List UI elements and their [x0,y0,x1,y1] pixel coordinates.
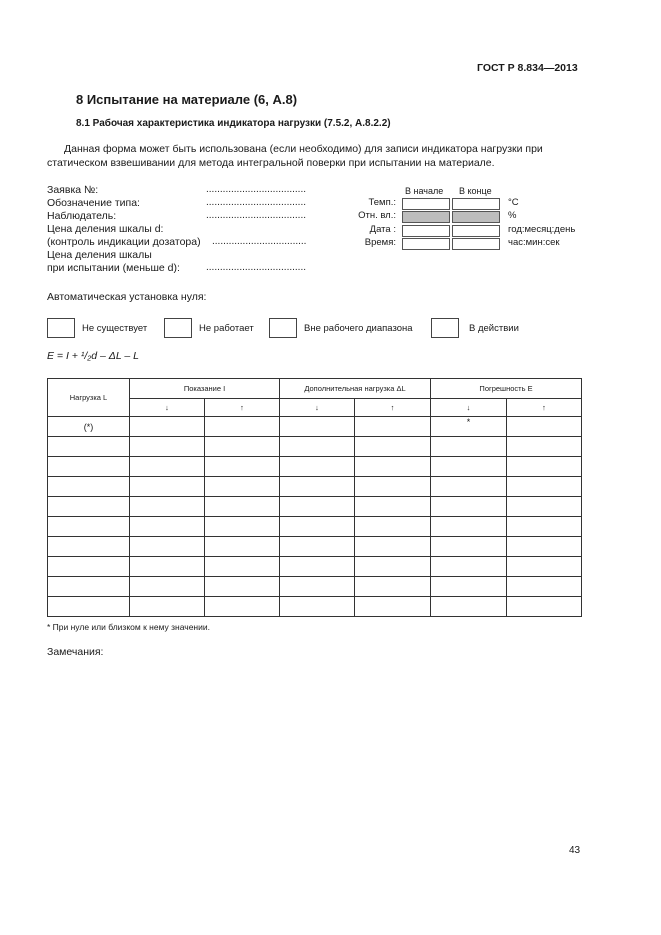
table-cell[interactable] [280,497,355,517]
table-cell[interactable] [280,517,355,537]
table-cell[interactable] [280,597,355,617]
table-cell[interactable] [507,417,582,437]
env-label: Темп.: [368,197,396,208]
load-indicator-table [47,378,582,617]
env-cell-start[interactable] [402,225,450,237]
env-unit: час:мин:сек [508,237,560,248]
table-row [48,557,582,577]
env-cell-end[interactable] [452,198,500,210]
env-unit: °C [508,197,519,208]
field-test-division: Цена деления шкалы [47,249,152,261]
checkbox-out-of-range[interactable] [269,318,297,338]
table-cell[interactable] [507,477,582,497]
table-cell[interactable] [431,517,507,537]
table-cell[interactable] [130,557,205,577]
arrow-down-additional: ↓ [280,399,355,417]
table-cell[interactable] [48,477,130,497]
table-cell[interactable] [205,577,280,597]
subsection-title: 8.1 Рабочая характеристика индикатора нагрузки (7.5.2, А.8.2.2) [76,118,391,129]
table-cell[interactable] [355,577,431,597]
table-cell[interactable] [355,597,431,617]
table-cell[interactable] [280,577,355,597]
table-cell[interactable] [48,517,130,537]
table-cell[interactable] [507,557,582,577]
table-cell[interactable] [130,597,205,617]
table-row [48,577,582,597]
table-cell[interactable]: * [431,417,507,437]
arrow-up-error: ↑ [507,399,582,417]
table-cell[interactable] [280,557,355,577]
field-application: Заявка №: [47,184,99,196]
field-observer: Наблюдатель: [47,210,117,222]
table-cell[interactable] [130,477,205,497]
table-cell[interactable] [205,537,280,557]
table-row [48,497,582,517]
footnote: * При нуле или близком к нему значении. [47,622,210,632]
table-cell[interactable] [355,417,431,437]
table-cell[interactable] [280,437,355,457]
table-cell[interactable] [431,477,507,497]
standard-number: ГОСТ Р 8.834—2013 [477,62,578,74]
env-col-start: В начале [405,186,444,196]
table-row [48,457,582,477]
option-not-working: Не работает [199,323,254,334]
table-cell[interactable] [507,437,582,457]
header-error: Погрешность E [431,379,582,399]
table-cell[interactable] [431,577,507,597]
env-cell-end[interactable] [452,225,500,237]
env-cell-start[interactable] [402,198,450,210]
table-cell[interactable] [130,537,205,557]
header-indication: Показание I [130,379,280,399]
table-cell[interactable] [355,497,431,517]
table-cell[interactable] [431,557,507,577]
env-cell-start[interactable] [402,238,450,250]
table-cell[interactable] [507,457,582,477]
notes-label: Замечания: [47,646,104,658]
arrow-down-indication: ↓ [130,399,205,417]
env-cell-end[interactable] [452,238,500,250]
table-cell[interactable] [355,537,431,557]
option-in-operation: В действии [469,323,519,334]
field-type-blank: .................................... [206,197,307,208]
table-cell[interactable] [130,497,205,517]
table-row [48,597,582,617]
page-number: 43 [569,845,581,856]
env-cell-start[interactable] [402,211,450,223]
table-cell[interactable] [280,417,355,437]
table-row [48,537,582,557]
table-cell[interactable] [48,457,130,477]
table-cell[interactable] [48,577,130,597]
table-cell[interactable] [205,517,280,537]
table-cell[interactable] [205,477,280,497]
table-row [48,437,582,457]
table-cell[interactable] [205,437,280,457]
field-scale-division-note: (контроль индикации дозатора) [47,236,201,248]
option-out-of-range: Вне рабочего диапазона [304,323,413,334]
option-not-exists: Не существует [82,323,148,334]
field-observer-blank: .................................... [206,210,307,221]
table-cell[interactable] [507,537,582,557]
table-cell[interactable] [205,557,280,577]
table-cell[interactable] [355,457,431,477]
table-cell[interactable]: (*) [48,417,130,437]
table-cell[interactable] [280,477,355,497]
table-cell[interactable] [355,557,431,577]
table-cell[interactable] [130,577,205,597]
checkbox-not-exists[interactable] [47,318,75,338]
table-cell[interactable] [130,417,205,437]
table-cell[interactable] [355,517,431,537]
table-cell[interactable] [48,537,130,557]
table-cell[interactable] [507,577,582,597]
table-cell[interactable] [48,597,130,617]
arrow-up-additional: ↑ [355,399,431,417]
table-cell[interactable] [431,597,507,617]
field-application-blank: .................................... [206,184,307,195]
table-cell[interactable] [48,497,130,517]
arrow-down-error: ↓ [431,399,507,417]
checkbox-not-working[interactable] [164,318,192,338]
table-cell[interactable] [431,537,507,557]
table-cell[interactable] [355,477,431,497]
table-cell[interactable] [48,557,130,577]
field-scale-division: Цена деления шкалы d: [47,223,164,235]
table-cell[interactable] [130,437,205,457]
section-title: 8 Испытание на материале (6, А.8) [76,92,298,107]
env-label: Дата : [369,224,396,235]
env-label: Время: [364,237,396,248]
checkbox-in-operation[interactable] [431,318,459,338]
table-cell[interactable] [431,497,507,517]
table-row [48,477,582,497]
table-cell[interactable] [507,497,582,517]
table-cell[interactable] [205,497,280,517]
header-load: Нагрузка L [48,379,130,417]
env-col-end: В конце [459,186,492,196]
table-cell[interactable] [48,437,130,457]
table-cell[interactable] [507,597,582,617]
table-cell[interactable] [507,517,582,537]
table-cell[interactable] [130,457,205,477]
env-cell-end[interactable] [452,211,500,223]
intro-paragraph: Данная форма может быть использована (если необходимо) для записи индикатора нагрузки при статическом взвешивании для метода интегральной поверки при испытании на материале. [47,143,543,169]
table-cell[interactable] [205,597,280,617]
header-additional-load: Дополнительная нагрузка ΔL [280,379,431,399]
table-row [48,417,582,437]
env-unit: % [508,210,517,221]
env-label: Отн. вл.: [358,210,396,221]
table-cell[interactable] [431,437,507,457]
env-unit: год:месяц:день [508,224,576,235]
zero-setting-title: Автоматическая установка нуля: [47,291,207,303]
error-formula: E = I + ¹/₂d – ΔL – L [47,350,139,362]
table-cell[interactable] [355,437,431,457]
table-cell[interactable] [205,457,280,477]
table-cell[interactable] [431,457,507,477]
table-cell[interactable] [280,457,355,477]
field-test-division-blank: .................................... [206,262,307,273]
table-cell[interactable] [280,537,355,557]
field-type-designation: Обозначение типа: [47,197,140,209]
field-scale-division-blank: .................................. [212,236,307,247]
field-test-division-note: при испытании (меньше d): [47,262,180,274]
table-cell[interactable] [205,417,280,437]
table-row [48,517,582,537]
arrow-up-indication: ↑ [205,399,280,417]
table-cell[interactable] [130,517,205,537]
